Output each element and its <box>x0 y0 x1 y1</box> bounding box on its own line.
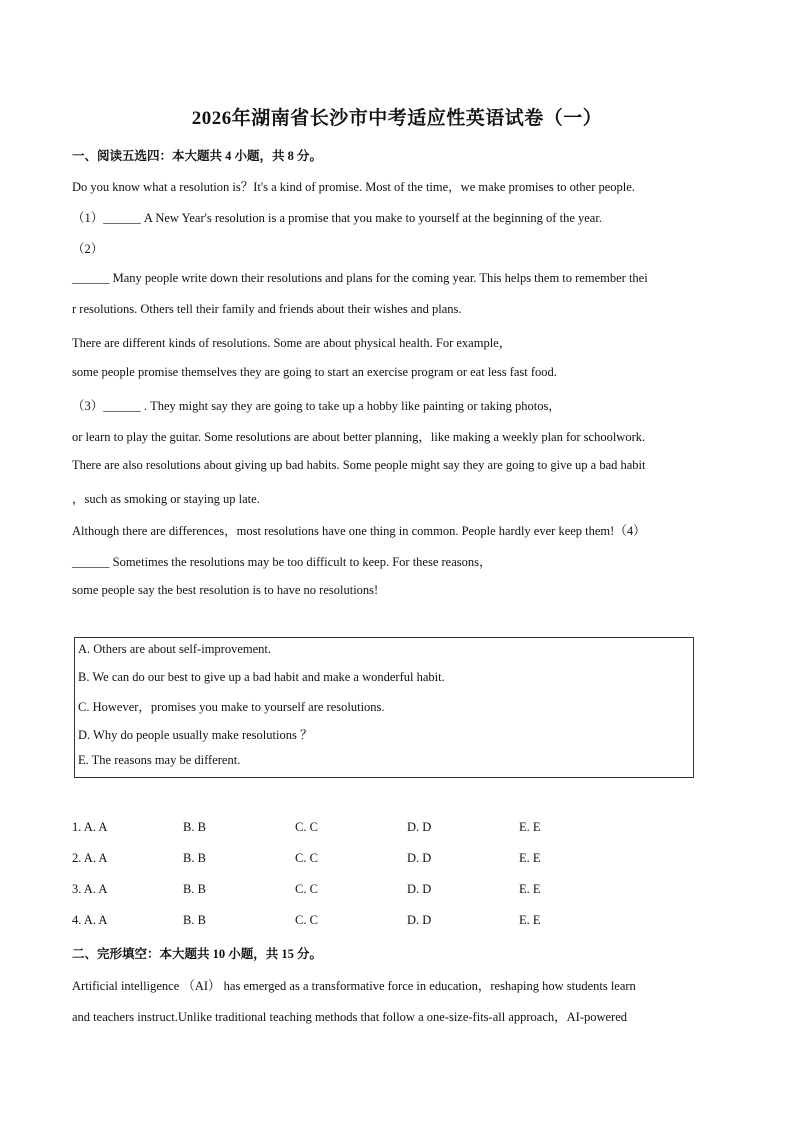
answer-row-3 <box>72 882 632 900</box>
answer-choice[interactable]: 2. A. A <box>72 851 108 865</box>
option-c: C. However，promises you make to yourself are resolutions. <box>78 700 385 714</box>
answer-choice[interactable]: E. E <box>519 882 541 896</box>
page-title: 2026年湖南省长沙市中考适应性英语试卷（一） <box>191 108 603 129</box>
answer-choice[interactable]: B. B <box>183 882 206 896</box>
answer-choice[interactable]: E. E <box>519 851 541 865</box>
answer-choice[interactable]: D. D <box>407 913 432 927</box>
passage-line: There are also resolutions about giving up bad habits. Some people might say they are going to give up a bad habit <box>72 458 646 472</box>
answer-choice[interactable]: B. B <box>183 851 206 865</box>
options-box <box>74 637 694 778</box>
option-e: E. The reasons may be different. <box>78 753 241 767</box>
answer-choice[interactable]: 3. A. A <box>72 882 108 896</box>
passage-line: ______ Many people write down their resolutions and plans for the coming year. This helps them to remember thei <box>72 271 648 285</box>
passage-line: Although there are differences，most resolutions have one thing in common. People hardly ever keep them!（4） <box>72 524 646 538</box>
section-1-heading: 一、阅读五选四：本大题共 4 小题，共 8 分。 <box>72 149 323 163</box>
answer-choice[interactable]: C. C <box>295 820 318 834</box>
passage-line: ______ Sometimes the resolutions may be too difficult to keep. For these reasons， <box>72 555 492 569</box>
answer-choice[interactable]: D. D <box>407 851 432 865</box>
answer-choice[interactable]: 1. A. A <box>72 820 108 834</box>
passage-line: Artificial intelligence （AI） has emerged as a transformative force in education，reshaping how students learn <box>72 979 636 993</box>
answer-row-2 <box>72 851 632 869</box>
option-d: D. Why do people usually make resolutions ？ <box>78 728 313 742</box>
passage-line: （1）______ A New Year's resolution is a promise that you make to yourself at the beginning of the year. <box>72 211 602 225</box>
answer-choice[interactable]: D. D <box>407 820 432 834</box>
passage-line: and teachers instruct.Unlike traditional teaching methods that follow a one-size-fits-all approach，AI-powered <box>72 1010 628 1024</box>
answer-choice[interactable]: C. C <box>295 851 318 865</box>
passage-line: （3）______ . They might say they are going to take up a hobby like painting or taking photos， <box>72 399 561 413</box>
passage-line: （2） <box>72 242 104 256</box>
answer-choice[interactable]: C. C <box>295 913 318 927</box>
answer-row-1 <box>72 820 632 838</box>
option-b: B. We can do our best to give up a bad habit and make a wonderful habit. <box>78 670 445 684</box>
answer-choice[interactable]: B. B <box>183 913 206 927</box>
answer-choice[interactable]: C. C <box>295 882 318 896</box>
passage-line: or learn to play the guitar. Some resolutions are about better planning，like making a weekly plan for schoolwork. <box>72 430 646 444</box>
option-a: A. Others are about self-improvement. <box>78 642 271 656</box>
passage-line: r resolutions. Others tell their family and friends about their wishes and plans. <box>72 302 462 316</box>
answer-row-4 <box>72 913 632 931</box>
passage-line: some people say the best resolution is to have no resolutions! <box>72 583 379 597</box>
answer-choice[interactable]: D. D <box>407 882 432 896</box>
answer-choice[interactable]: 4. A. A <box>72 913 108 927</box>
passage-line: some people promise themselves they are going to start an exercise program or eat less fast food. <box>72 365 557 379</box>
passage-line: There are different kinds of resolutions. Some are about physical health. For example， <box>72 336 512 350</box>
answer-choice[interactable]: E. E <box>519 913 541 927</box>
passage-line: ，such as smoking or staying up late. <box>72 492 260 506</box>
section-2-heading: 二、完形填空：本大题共 10 小题，共 15 分。 <box>72 947 323 961</box>
answer-choice[interactable]: E. E <box>519 820 541 834</box>
passage-line: Do you know what a resolution is？It's a kind of promise. Most of the time，we make promises to other people. <box>72 180 635 194</box>
answer-choice[interactable]: B. B <box>183 820 206 834</box>
